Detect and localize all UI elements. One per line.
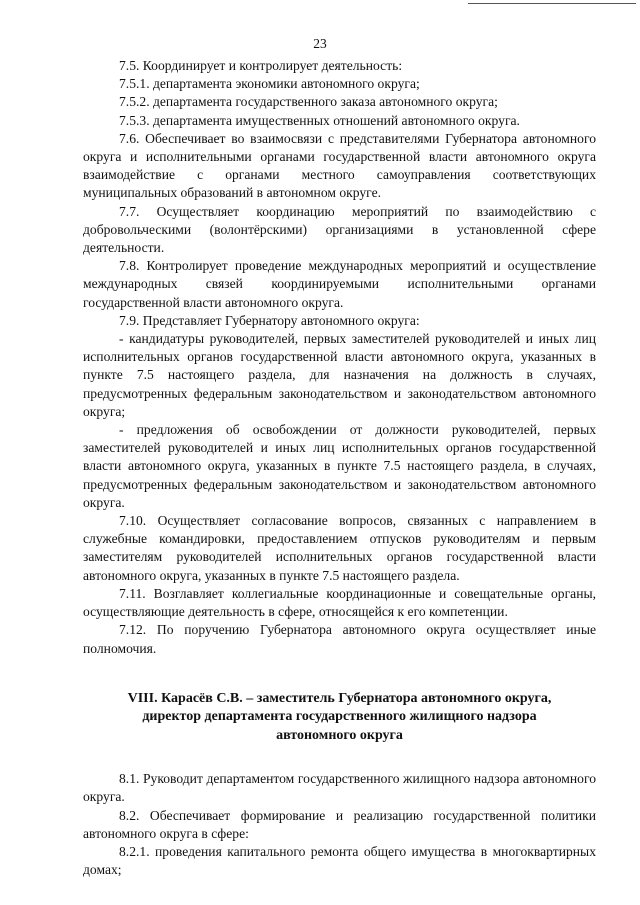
- top-edge-line: [468, 3, 636, 4]
- paragraph-7-10: 7.10. Осуществляет согласование вопросов, связанных с направлением в служебные командировки, предоставлением отпусков руководителям и первым заместителям руководителей исполнительных органов государственной власти автономного округа, указанных в пункте 7.5 настоящего раздела.: [83, 513, 596, 583]
- paragraph-7-12: 7.12. По поручению Губернатора автономного округа осуществляет иные полномочия.: [83, 622, 596, 656]
- paragraph-7-5-1: 7.5.1. департамента экономики автономного округа;: [119, 76, 420, 92]
- paragraph-7-9: 7.9. Представляет Губернатору автономного округа:: [119, 312, 420, 328]
- paragraph-7-9-item-1: - кандидатуры руководителей, первых заместителей руководителей и иных лиц исполнительных органов государственной власти автономного округа, указанных в пункте 7.5 настоящего раздела, для назначения на должность в случаях, предусмотренных федеральным законодательством и законодательством автономного округа;: [83, 331, 596, 419]
- section-heading-line-2: директор департамента государственного жилищного надзора: [142, 709, 537, 725]
- paragraph-7-5: 7.5. Координирует и контролирует деятельность:: [119, 58, 403, 73]
- paragraph-7-6: 7.6. Обеспечивает во взаимосвязи с представителями Губернатора автономного округа и исполнительными органами государственной власти автономного округа взаимодействие с органами местного самоуправления соответствующих муниципальных образований в автономном округе.: [83, 130, 596, 201]
- paragraph-7-7: 7.7. Осуществляет координацию мероприятий по взаимодействию с добровольческими (волонтёрскими) организациями в установленной сфере деятельности.: [83, 203, 596, 256]
- document-body: [83, 57, 596, 879]
- paragraph-7-11: 7.11. Возглавляет коллегиальные координационные и совещательные органы, осуществляющие деятельность в сфере, относящейся к его компетенции.: [83, 585, 596, 620]
- page-number: 23: [313, 36, 327, 51]
- paragraph-8-2: 8.2. Обеспечивает формирование и реализацию государственной политики автономного округа в сфере:: [83, 807, 596, 841]
- paragraph-8-1: 8.1. Руководит департаментом государственного жилищного надзора автономного округа.: [83, 771, 596, 805]
- paragraph-7-9-item-2: - предложения об освобождении от должности руководителей, первых заместителей руководителей и иных лиц исполнительных органов государственной власти автономного округа, указанных в пункте 7.5 настоящего раздела, в случаях, предусмотренных федеральным законодательством и законодательством автономного округа.: [83, 422, 596, 510]
- paragraph-8-2-1: 8.2.1. проведения капитального ремонта общего имущества в многоквартирных домах;: [83, 844, 596, 878]
- paragraph-7-5-3: 7.5.3. департамента имущественных отношений автономного округа.: [119, 112, 520, 128]
- section-heading-viii: [83, 690, 596, 746]
- paragraph-7-5-2: 7.5.2. департамента государственного заказа автономного округа;: [119, 94, 498, 110]
- paragraph-7-8: 7.8. Контролирует проведение международных мероприятий и осуществление международных связей координируемыми исполнительными органами государственной власти автономного округа.: [83, 258, 596, 310]
- section-heading-line-1: VIII. Карасёв С.В. – заместитель Губернатора автономного округа,: [127, 690, 552, 706]
- section-heading-line-3: автономного округа: [276, 727, 403, 743]
